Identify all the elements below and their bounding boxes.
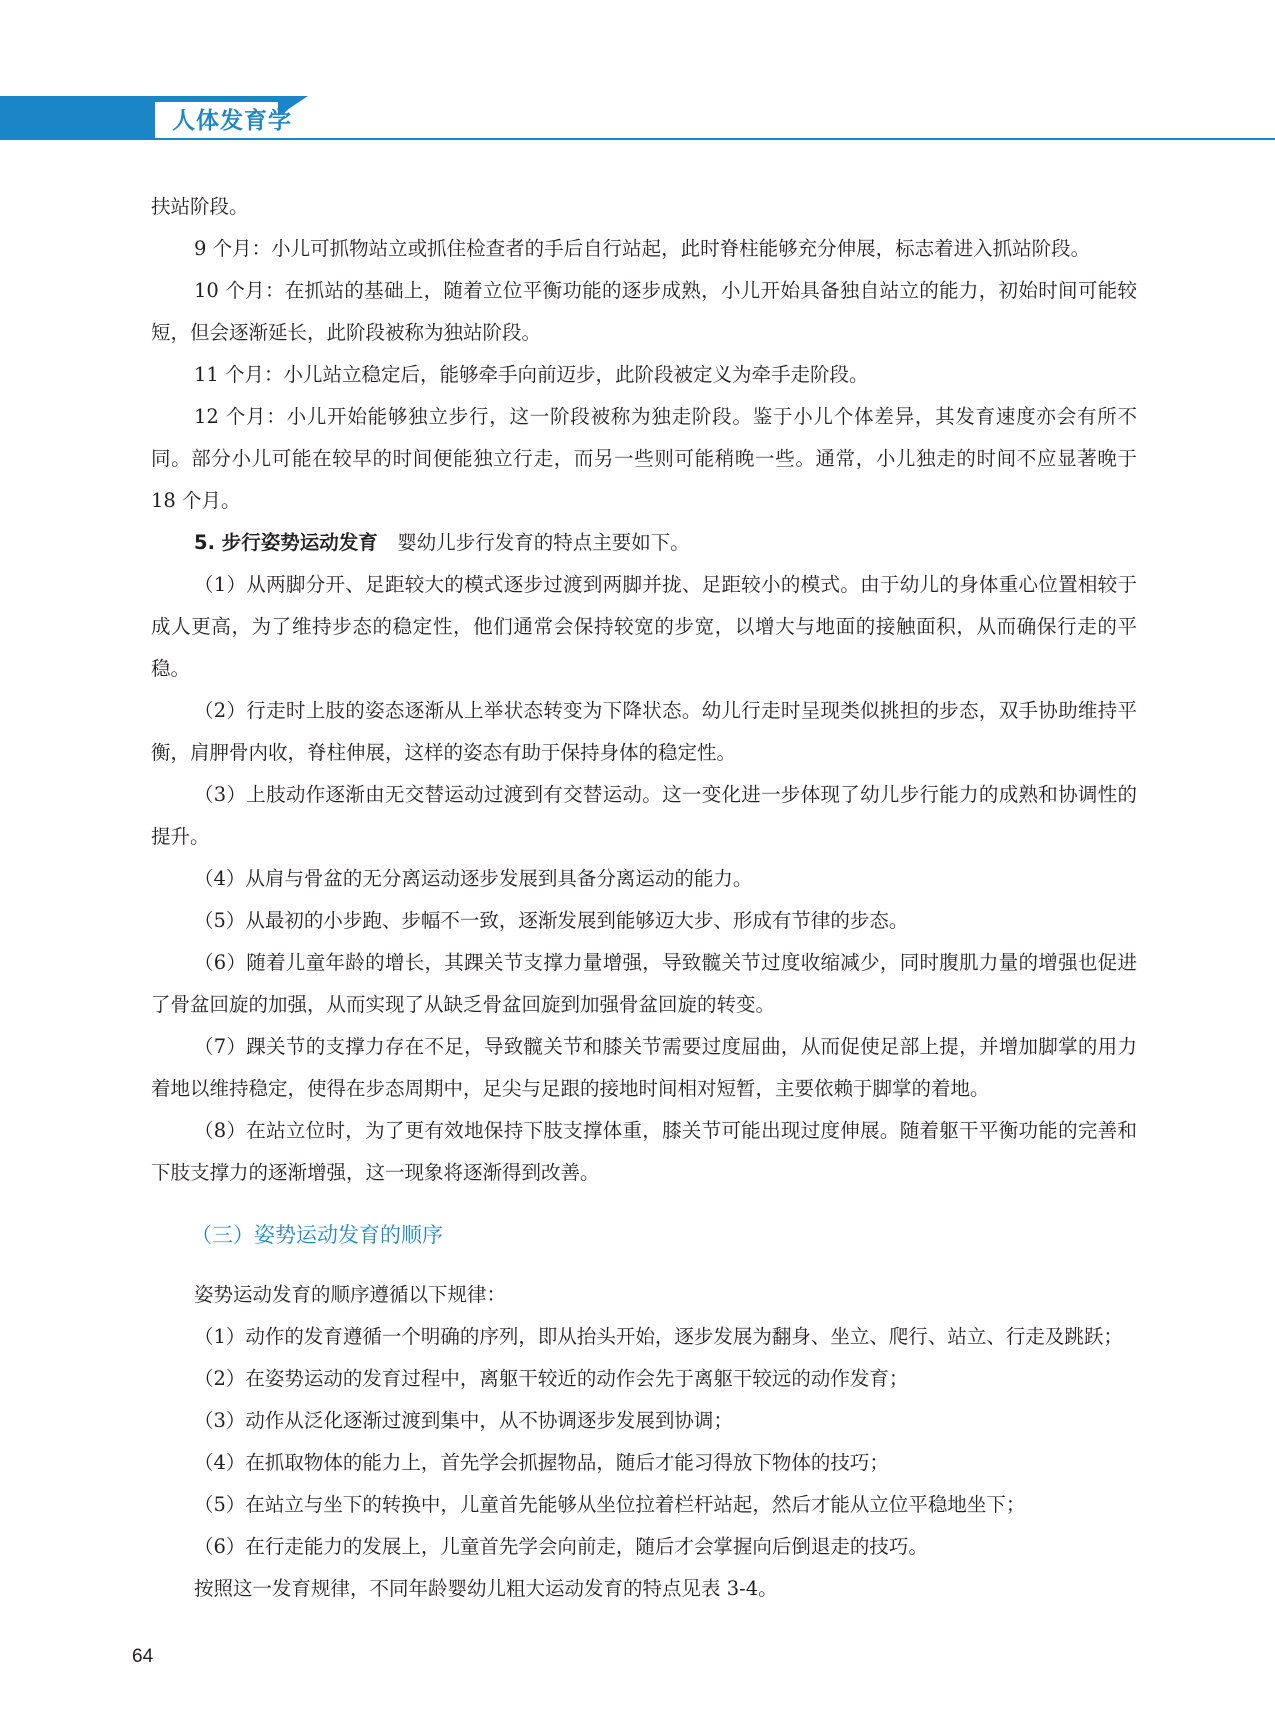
paragraph: 扶站阶段。	[151, 195, 249, 218]
gait-item: （6）随着儿童年龄的增长，其踝关节支撑力量增强，导致髋关节过度收缩减少，同时腹肌力量的增强也促进了骨盆回旋的加强，从而实现了从缺乏骨盆回旋到加强骨盆回旋的转变。	[151, 951, 1137, 1016]
gait-heading-paragraph	[151, 522, 1137, 564]
paragraph: 11 个月：小儿站立稳定后，能够牵手向前迈步，此阶段被定义为牵手走阶段。	[194, 363, 869, 386]
paragraph: 12 个月：小儿开始能够独立步行，这一阶段被称为独走阶段。鉴于小儿个体差异，其发育速度亦会有所不同。部分小儿可能在较早的时间便能独立行走，而另一些则可能稍晚一些。通常，小儿独走的时间不应显著晚于 18 个月。	[151, 405, 1137, 512]
closing-paragraph: 按照这一发育规律，不同年龄婴幼儿粗大运动发育的特点见表 3-4。	[194, 1577, 778, 1600]
gait-item: （5）从最初的小步跑、步幅不一致，逐渐发展到能够迈大步、形成有节律的步态。	[194, 909, 909, 932]
gait-item: （8）在站立位时，为了更有效地保持下肢支撑体重，膝关节可能出现过度伸展。随着躯干平衡功能的完善和下肢支撑力的逐渐增强，这一现象将逐渐得到改善。	[151, 1119, 1137, 1184]
gait-item: （1）从两脚分开、足距较大的模式逐步过渡到两脚并拢、足距较小的模式。由于幼儿的身体重心位置相较于成人更高，为了维持步态的稳定性，他们通常会保持较宽的步宽，以增大与地面的接触面积，从而确保行走的平稳。	[151, 573, 1137, 680]
page-body	[151, 186, 1137, 1610]
gait-item: （3）上肢动作逐渐由无交替运动过渡到有交替运动。这一变化进一步体现了幼儿步行能力的成熟和协调性的提升。	[151, 783, 1137, 848]
order-item: （1）动作的发育遵循一个明确的序列，即从抬头开始，逐步发展为翻身、坐立、爬行、站立、行走及跳跃；	[194, 1325, 1123, 1348]
order-item: （2）在姿势运动的发育过程中，离躯干较近的动作会先于离躯干较远的动作发育；	[194, 1367, 909, 1390]
gait-lead: 5. 步行姿势运动发育	[194, 531, 378, 554]
gait-item: （2）行走时上肢的姿态逐渐从上举状态转变为下降状态。幼儿行走时呈现类似挑担的步态，双手协助维持平衡，肩胛骨内收，脊柱伸展，这样的姿态有助于保持身体的稳定性。	[151, 699, 1137, 764]
order-item: （4）在抓取物体的能力上，首先学会抓握物品，随后才能习得放下物体的技巧；	[194, 1451, 889, 1474]
page-number: 64	[132, 1646, 154, 1667]
order-item: （5）在站立与坐下的转换中，儿童首先能够从坐位拉着栏杆站起，然后才能从立位平稳地坐下；	[194, 1493, 1026, 1516]
gait-item: （7）踝关节的支撑力存在不足，导致髋关节和膝关节需要过度屈曲，从而促使足部上提，并增加脚掌的用力着地以维持稳定，使得在步态周期中，足尖与足跟的接地时间相对短暂，主要依赖于脚掌的着地。	[151, 1035, 1137, 1100]
paragraph: 10 个月：在抓站的基础上，随着立位平衡功能的逐步成熟，小儿开始具备独自站立的能力，初始时间可能较短，但会逐渐延长，此阶段被称为独站阶段。	[151, 279, 1137, 344]
gait-intro: 婴幼儿步行发育的特点主要如下。	[397, 531, 690, 554]
paragraph: 9 个月：小儿可抓物站立或抓住检查者的手后自行站起，此时脊柱能够充分伸展，标志着进入抓站阶段。	[194, 237, 1091, 260]
book-title: 人体发育学	[172, 108, 292, 134]
header-rule	[150, 138, 1275, 140]
order-item: （3）动作从泛化逐渐过渡到集中，从不协调逐步发展到协调；	[194, 1409, 733, 1432]
section-heading: （三）姿势运动发育的顺序	[191, 1223, 443, 1247]
section-intro: 姿势运动发育的顺序遵循以下规律：	[194, 1283, 507, 1306]
gait-item: （4）从肩与骨盆的无分离运动逐步发展到具备分离运动的能力。	[194, 867, 753, 890]
order-item: （6）在行走能力的发展上，儿童首先学会向前走，随后才会掌握向后倒退走的技巧。	[194, 1535, 928, 1558]
